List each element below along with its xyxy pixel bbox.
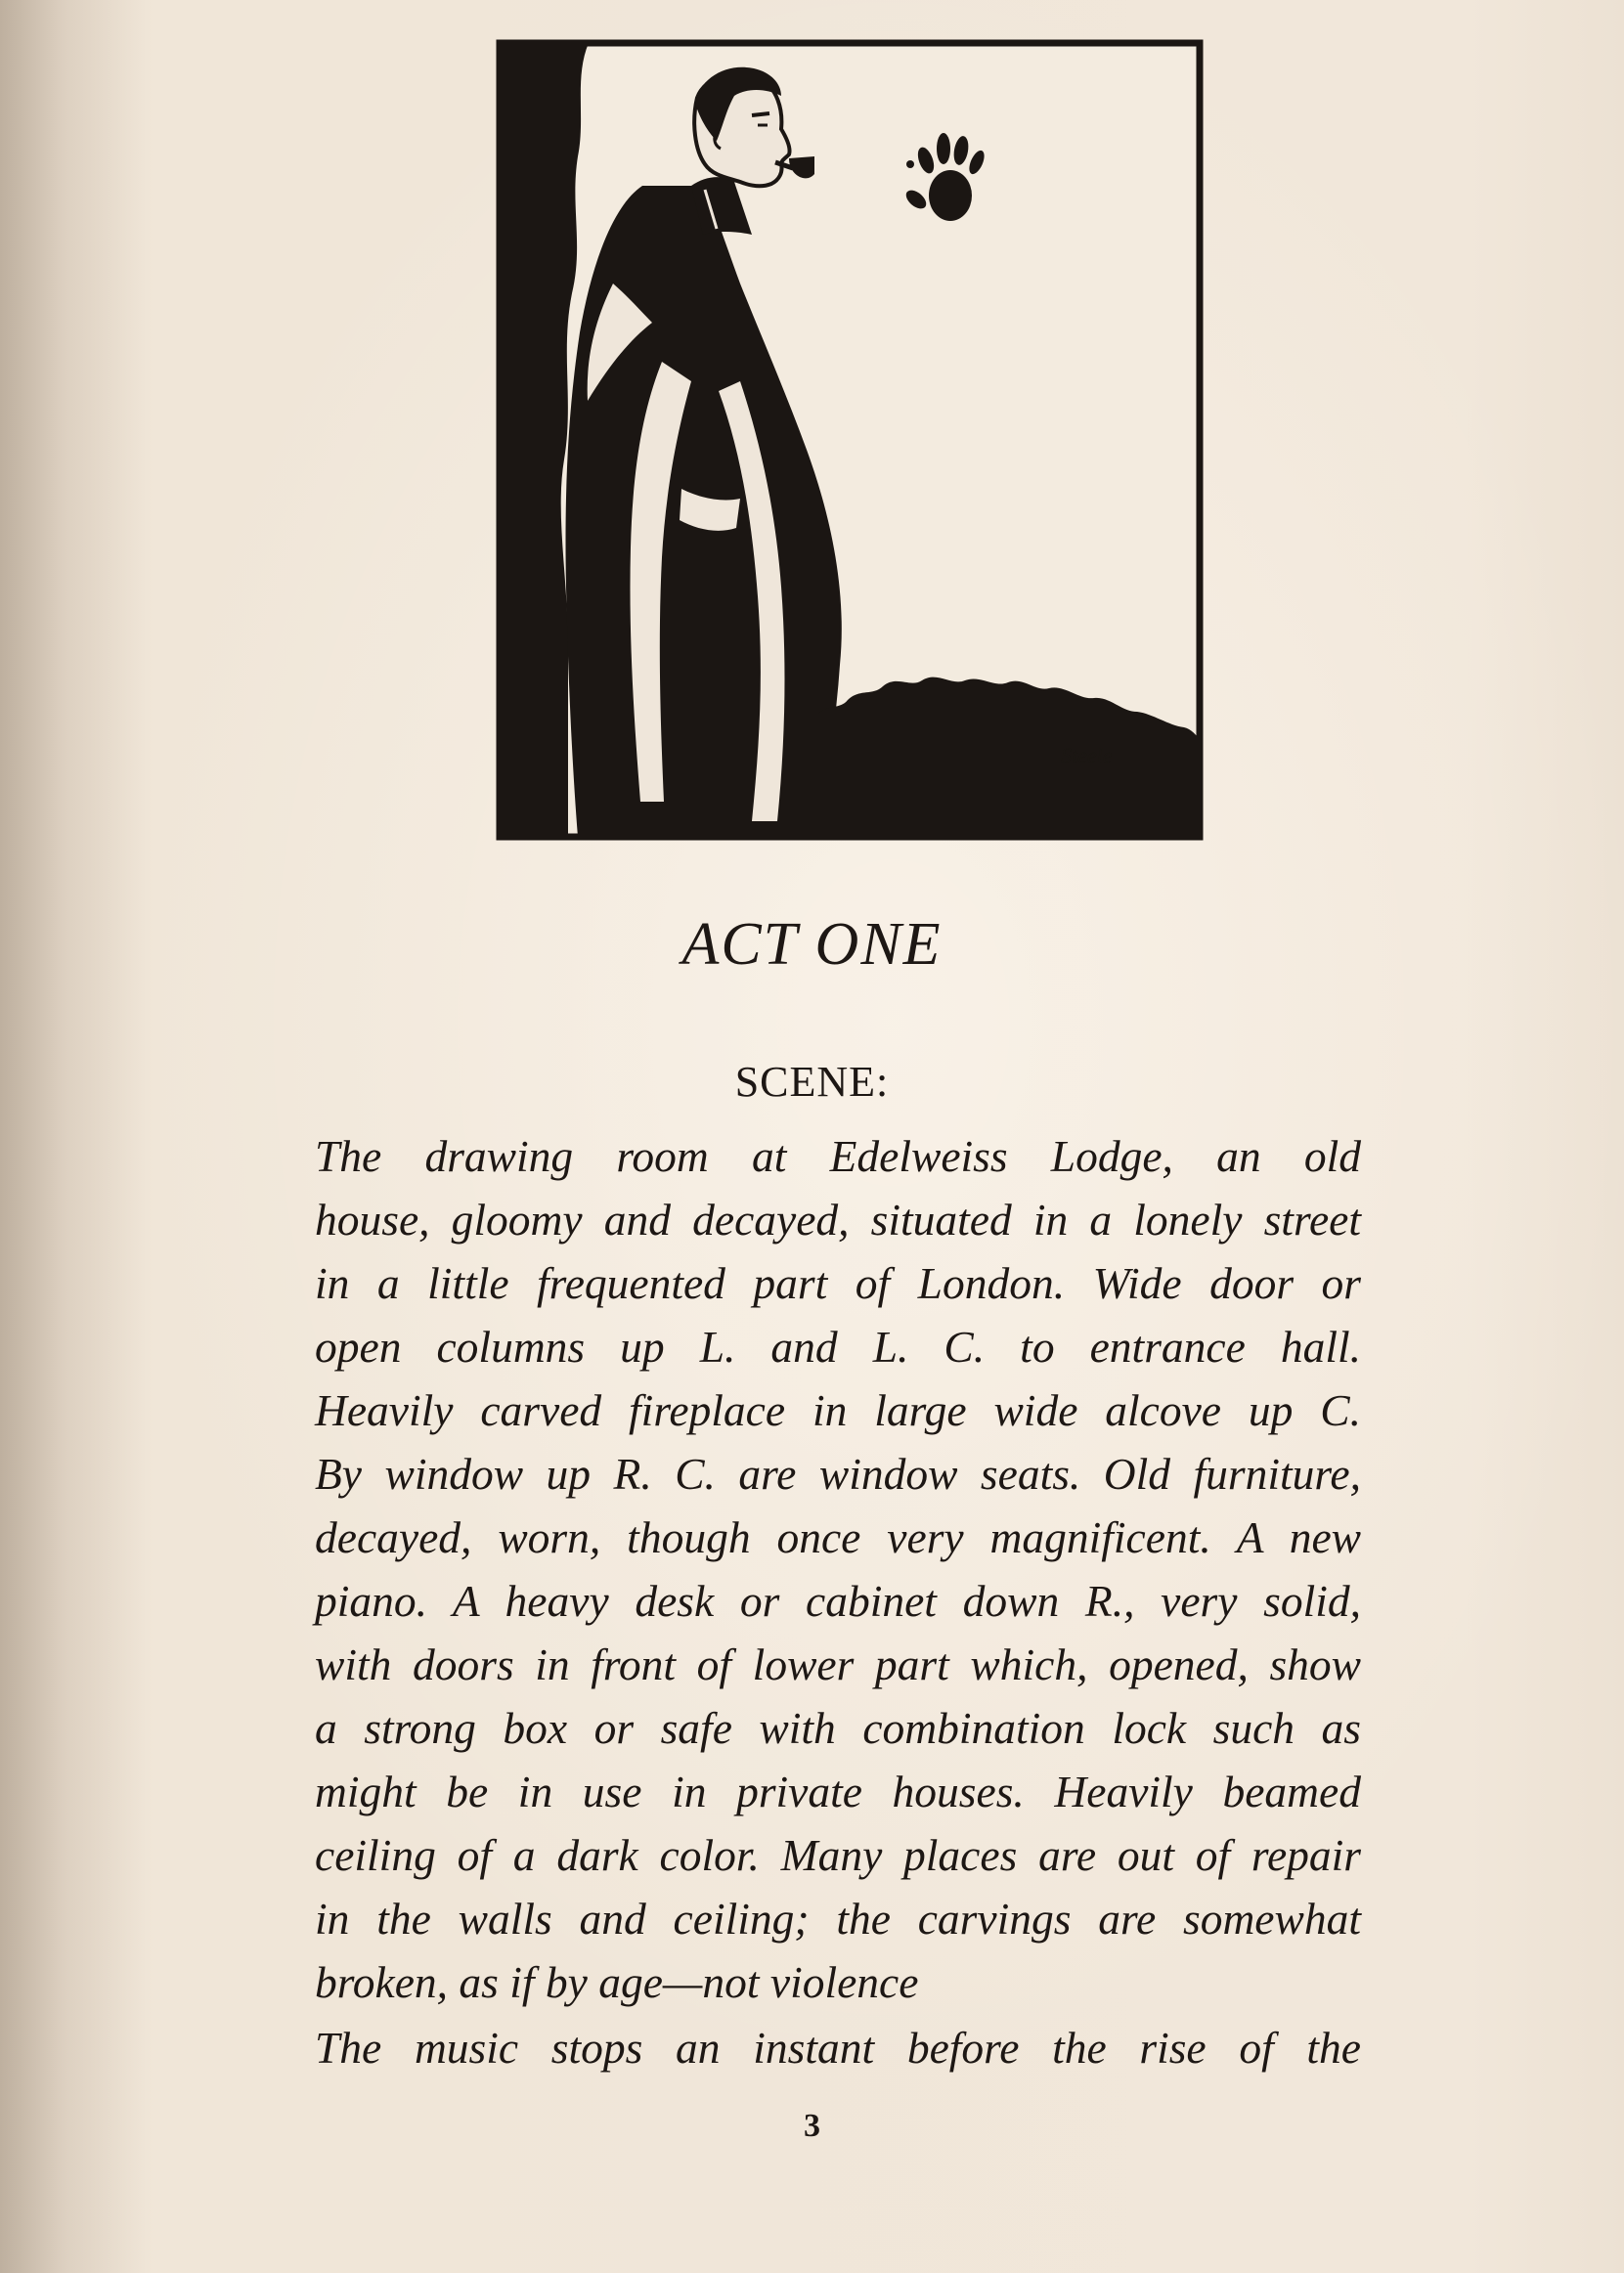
scene-heading: SCENE: bbox=[734, 1058, 890, 1106]
frontispiece-illustration bbox=[496, 39, 1204, 841]
page-number: 3 bbox=[804, 2108, 820, 2144]
stage-direction-line: The drawing room at Edelweiss Lodge, an old bbox=[315, 1131, 1361, 1181]
stage-direction-line: decayed, worn, though once very magnificent. A new bbox=[315, 1512, 1361, 1562]
artist-signature: Steele bbox=[1061, 743, 1113, 767]
stage-direction-line: By window up R. C. are window seats. Old furniture, bbox=[315, 1449, 1361, 1499]
gutter-shadow bbox=[0, 0, 147, 2273]
stage-direction-line: a strong box or safe with combination lock such as bbox=[315, 1703, 1361, 1753]
stage-direction-line: house, gloomy and decayed, situated in a lonely street bbox=[315, 1195, 1361, 1245]
stage-direction-line: in a little frequented part of London. Wide door or bbox=[315, 1258, 1361, 1308]
stage-direction-line: piano. A heavy desk or cabinet down R., very solid, bbox=[315, 1576, 1361, 1626]
stage-directions bbox=[315, 1124, 1361, 2079]
stage-direction-line: might be in use in private houses. Heavily beamed bbox=[315, 1767, 1361, 1816]
act-title: ACT ONE bbox=[681, 911, 943, 978]
stage-direction-line: in the walls and ceiling; the carvings are somewhat bbox=[315, 1894, 1361, 1944]
stage-direction-line: with doors in front of lower part which, opened, show bbox=[315, 1639, 1361, 1689]
stage-direction-line: Heavily carved fireplace in large wide alcove up C. bbox=[315, 1385, 1361, 1435]
stage-direction-line: broken, as if by age—not violence bbox=[315, 1957, 919, 2007]
stage-direction-line: The music stops an instant before the rise of the bbox=[315, 2023, 1361, 2073]
stage-direction-line: ceiling of a dark color. Many places are out of repair bbox=[315, 1830, 1361, 1880]
stage-direction-line: open columns up L. and L. C. to entrance hall. bbox=[315, 1322, 1361, 1372]
detective-illustration-svg bbox=[496, 39, 1204, 841]
